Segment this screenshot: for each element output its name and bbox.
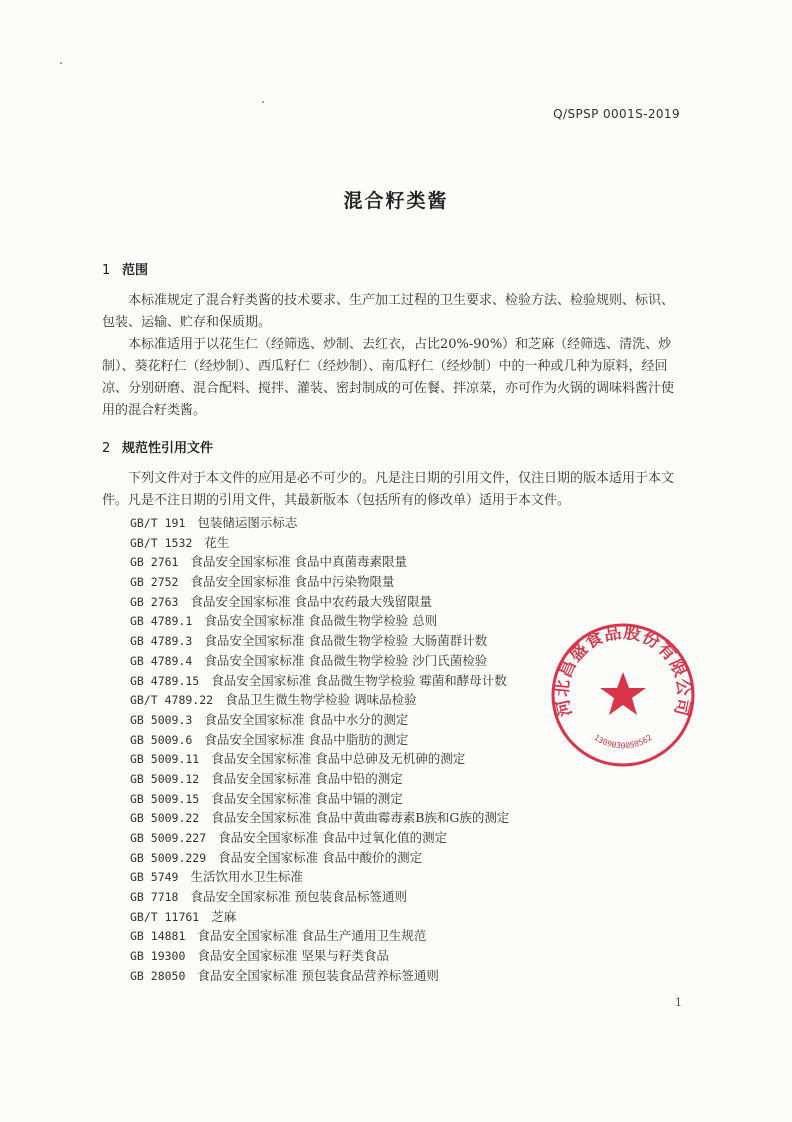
section-number: 2: [102, 441, 111, 456]
reference-item: [130, 867, 610, 887]
reference-title: 食品安全国家标准 食品中农药最大残留限量: [190, 593, 432, 609]
reference-title: 食品安全国家标准 食品中酸价的测定: [218, 849, 423, 865]
reference-item: [130, 848, 610, 868]
reference-title: 食品安全国家标准 食品中水分的测定: [204, 711, 409, 727]
reference-title: 食品卫生微生物学检验 调味品检验: [225, 692, 417, 708]
reference-title: 食品安全国家标准 食品中过氧化值的测定: [218, 830, 448, 845]
reference-code: GB 2752: [130, 575, 179, 590]
reference-title: 食品安全国家标准 食品中真菌毒素限量: [190, 554, 407, 570]
reference-title: 食品安全国家标准 食品中脂肪的测定: [204, 731, 409, 747]
reference-title: 生活饮用水卫生标准: [190, 869, 303, 885]
reference-title: 食品安全国家标准 食品中铅的测定: [211, 770, 403, 786]
reference-item: [130, 926, 610, 946]
reference-title: 食品安全国家标准 食品中镉的测定: [211, 790, 403, 806]
section-2-intro: [102, 468, 682, 512]
reference-code: GB/T 191: [130, 516, 186, 530]
reference-title: 食品安全国家标准 食品微生物学检验 大肠菌群计数: [204, 633, 488, 649]
reference-item: [130, 533, 610, 553]
section-2-heading: [102, 437, 213, 456]
reference-item: [130, 769, 610, 789]
reference-title: 食品安全国家标准 预包装食品标签通则: [190, 889, 407, 905]
reference-item: [130, 552, 610, 572]
section-title: 范围: [122, 263, 149, 278]
reference-item: [130, 749, 610, 769]
paragraph: 本标准规定了混合籽类酱的技术要求、生产加工过程的卫生要求、检验方法、检验规则、标识、包装、运输、贮存和保质期。: [102, 293, 675, 330]
reference-code: GB 4789.3: [130, 634, 193, 649]
reference-item: [130, 887, 610, 907]
reference-title: 食品安全国家标准 食品中污染物限量: [190, 574, 395, 590]
document-title: 混合籽类酱: [343, 190, 449, 212]
reference-item: [130, 808, 610, 828]
section-title: 规范性引用文件: [122, 441, 214, 456]
reference-item: [130, 513, 610, 533]
reference-item: [130, 592, 610, 612]
reference-code: GB 2763: [130, 594, 179, 609]
reference-code: GB 14881: [130, 929, 186, 944]
reference-code: GB 5009.229: [130, 850, 207, 865]
reference-item: [130, 789, 610, 809]
reference-title: 花生: [204, 534, 230, 550]
reference-item: [130, 907, 610, 927]
reference-code: GB 5009.12: [130, 771, 200, 786]
reference-code: GB 7718: [130, 890, 179, 905]
reference-code: GB 5009.15: [130, 791, 200, 806]
reference-code: GB 5009.3: [130, 712, 193, 727]
reference-item: [130, 651, 610, 671]
reference-code: GB 4789.4: [130, 653, 193, 668]
reference-item: [130, 946, 610, 966]
reference-code: GB 5009.22: [130, 811, 200, 826]
reference-title: 食品安全国家标准 食品中总砷及无机砷的测定: [211, 751, 466, 767]
reference-code: GB 2761: [130, 555, 179, 570]
reference-item: [130, 572, 610, 592]
section-1-heading: [102, 259, 148, 278]
section-number: 1: [102, 263, 111, 278]
reference-code: GB 4789.1: [130, 614, 193, 629]
reference-code: GB 19300: [130, 949, 186, 964]
reference-item: [130, 730, 610, 750]
reference-code: GB 5749: [130, 870, 179, 885]
reference-code: GB 5009.6: [130, 732, 193, 747]
reference-list: [130, 513, 610, 986]
reference-title: 包装储运图示标志: [197, 515, 298, 530]
reference-code: GB/T 11761: [130, 909, 200, 924]
reference-code: GB/T 1532: [130, 535, 193, 550]
seal-number: 1309030050562: [592, 732, 654, 751]
reference-item: [130, 828, 610, 848]
reference-title: 芝麻: [211, 908, 237, 924]
reference-code: GB 28050: [130, 968, 186, 983]
reference-code: GB 5009.11: [130, 752, 200, 767]
reference-title: 食品安全国家标准 预包装食品营养标签通则: [197, 967, 439, 983]
section-1-body: [102, 290, 682, 422]
reference-title: 食品安全国家标准 食品中黄曲霉毒素B族和G族的测定: [211, 810, 510, 826]
paragraph: 本标准适用于以花生仁（经筛选、炒制、去红衣，占比20%-90%）和芝麻（经筛选、清洗、炒制）、葵花籽仁（经炒制）、西瓜籽仁（经炒制）、南瓜籽仁（经炒制）中的一种或几种为原料，经回凉、分别研磨、混合配料、搅拌、灌装、密封制成的可佐餐、拌凉菜，亦可作为火锅的调味料酱汁使用的混合籽类酱。: [102, 337, 675, 418]
scan-speck: [60, 62, 62, 64]
reference-item: [130, 710, 610, 730]
paragraph: 下列文件对于本文件的应用是必不可少的。凡是注日期的引用文件，仅注日期的版本适用于本文件。凡是不注日期的引用文件，其最新版本（包括所有的修改单）适用于本文件。: [102, 471, 675, 508]
reference-title: 食品安全国家标准 食品生产通用卫生规范: [197, 928, 427, 944]
reference-item: [130, 671, 610, 691]
page-number: 1: [675, 996, 682, 1009]
reference-item: [130, 966, 610, 986]
reference-item: [130, 690, 610, 710]
reference-title: 食品安全国家标准 食品微生物学检验 总则: [204, 613, 438, 629]
reference-title: 食品安全国家标准 坚果与籽类食品: [197, 948, 389, 964]
seal-company-name: 河北昌盛食品股份有限公司: [552, 622, 694, 719]
seal-star-icon: [600, 672, 646, 715]
reference-code: GB 5009.227: [130, 831, 207, 845]
reference-title: 食品安全国家标准 食品微生物学检验 沙门氏菌检验: [204, 652, 488, 668]
reference-title: 食品安全国家标准 食品微生物学检验 霉菌和酵母计数: [211, 672, 507, 688]
reference-item: [130, 631, 610, 651]
reference-code: GB 4789.15: [130, 673, 200, 688]
reference-code: GB/T 4789.22: [130, 693, 214, 708]
standard-number: Q/SPSP 0001S-2019: [553, 107, 680, 121]
reference-item: [130, 611, 610, 631]
company-seal: [548, 620, 698, 770]
scan-speck: [262, 101, 264, 103]
